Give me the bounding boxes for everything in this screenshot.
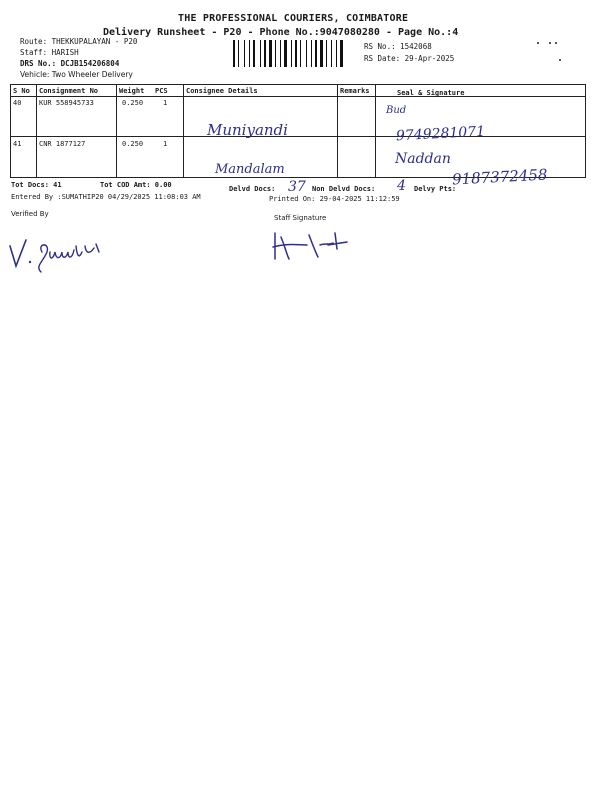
drs-number: DRS No.: DCJB154206804 — [20, 59, 120, 68]
table-col-border — [116, 84, 117, 178]
speck-mark — [537, 42, 539, 44]
verifier-signature — [6, 232, 104, 280]
col-header-pcs: PCS — [155, 87, 168, 95]
barcode-bar — [280, 40, 281, 67]
col-header-seal: Seal & Signature — [397, 89, 465, 97]
staff-signature-label: Staff Signature — [274, 214, 327, 222]
table-top-border — [10, 84, 586, 85]
barcode-bar — [264, 40, 266, 67]
table-col-border — [36, 84, 37, 178]
seal-phone-handwriting: 9187372458 — [451, 165, 548, 189]
seal-handwriting: Bud — [386, 105, 407, 116]
barcode-bar — [260, 40, 261, 67]
col-header-consignee: Consignee Details — [186, 87, 258, 95]
total-docs: Tot Docs: 41 — [11, 181, 62, 189]
verified-by-label: Verified By — [11, 210, 49, 218]
rs-date: RS Date: 29-Apr-2025 — [364, 54, 455, 63]
barcode-bar — [295, 40, 297, 67]
row-pcs: 1 — [163, 140, 168, 148]
barcode-bar — [291, 40, 292, 67]
speck-mark — [555, 42, 557, 44]
barcode-bar — [275, 40, 276, 67]
barcode-bar — [284, 40, 287, 67]
company-title: THE PROFESSIONAL COURIERS, COIMBATORE — [178, 13, 409, 24]
vehicle-label: Vehicle: Two Wheeler Delivery — [20, 70, 133, 79]
barcode-bar — [315, 40, 317, 67]
rs-number: RS No.: 1542068 — [364, 42, 432, 51]
row-sno: 41 — [13, 140, 22, 148]
speck-mark — [559, 59, 561, 61]
table-col-border — [585, 84, 586, 178]
runsheet-title: Delivery Runsheet - P20 - Phone No.:9047080280 - Page No.:4 — [103, 27, 459, 38]
row-weight: 0.250 — [122, 99, 144, 107]
seal-phone-handwriting: 9749281071 — [395, 123, 486, 145]
barcode-bar — [320, 40, 323, 67]
col-header-consignment: Consignment No — [39, 87, 99, 95]
barcode-bar — [253, 40, 255, 67]
table-row-divider — [10, 136, 586, 137]
barcode-bar — [326, 40, 327, 67]
row-consignment-no: CNR 1877127 — [39, 140, 86, 148]
staff-label: Staff: HARISH — [20, 48, 79, 57]
entered-by: Entered By :SUMATHIP20 04/29/2025 11:08:03 AM — [11, 193, 201, 201]
barcode-bar — [340, 40, 343, 67]
non-delivered-handwriting: 4 — [397, 178, 406, 194]
barcode-bar — [336, 40, 337, 67]
barcode-bar — [269, 40, 272, 67]
table-col-border — [10, 84, 11, 178]
non-delivered-docs-label: Non Delvd Docs: — [312, 185, 376, 193]
consignee-handwriting: Mandalam — [215, 162, 285, 177]
delivered-docs-label: Delvd Docs: — [229, 185, 276, 193]
delivered-docs-handwriting: 37 — [288, 179, 306, 195]
staff-signature — [267, 227, 357, 263]
barcode-bar — [249, 40, 250, 67]
barcode-bar — [238, 40, 239, 67]
table-col-border — [375, 84, 376, 178]
barcode-bar — [300, 40, 301, 67]
barcode — [233, 40, 349, 67]
col-header-weight: Weight — [119, 87, 145, 95]
table-col-border — [337, 84, 338, 178]
delivery-points-label: Delvy Pts: — [414, 185, 457, 193]
col-header-remarks: Remarks — [340, 87, 370, 95]
speck-mark — [549, 42, 551, 44]
route-label: Route: THEKKUPALAYAN - P20 — [20, 37, 138, 46]
row-consignment-no: KUR 558945733 — [39, 99, 94, 107]
barcode-bar — [233, 40, 235, 67]
barcode-bar — [331, 40, 332, 67]
printed-on: Printed On: 29-04-2025 11:12:59 — [269, 195, 400, 203]
consignee-handwriting: Muniyandi — [207, 121, 288, 139]
total-cod-amount: Tot COD Amt: 0.00 — [100, 181, 172, 189]
barcode-bar — [311, 40, 312, 67]
col-header-sno: S No — [13, 87, 30, 95]
table-col-border — [183, 84, 184, 178]
barcode-bar — [244, 40, 245, 67]
table-header-border — [10, 96, 586, 97]
row-weight: 0.250 — [122, 140, 144, 148]
seal-handwriting: Naddan — [395, 151, 451, 167]
barcode-bar — [306, 40, 307, 67]
row-sno: 40 — [13, 99, 22, 107]
row-pcs: 1 — [163, 99, 168, 107]
